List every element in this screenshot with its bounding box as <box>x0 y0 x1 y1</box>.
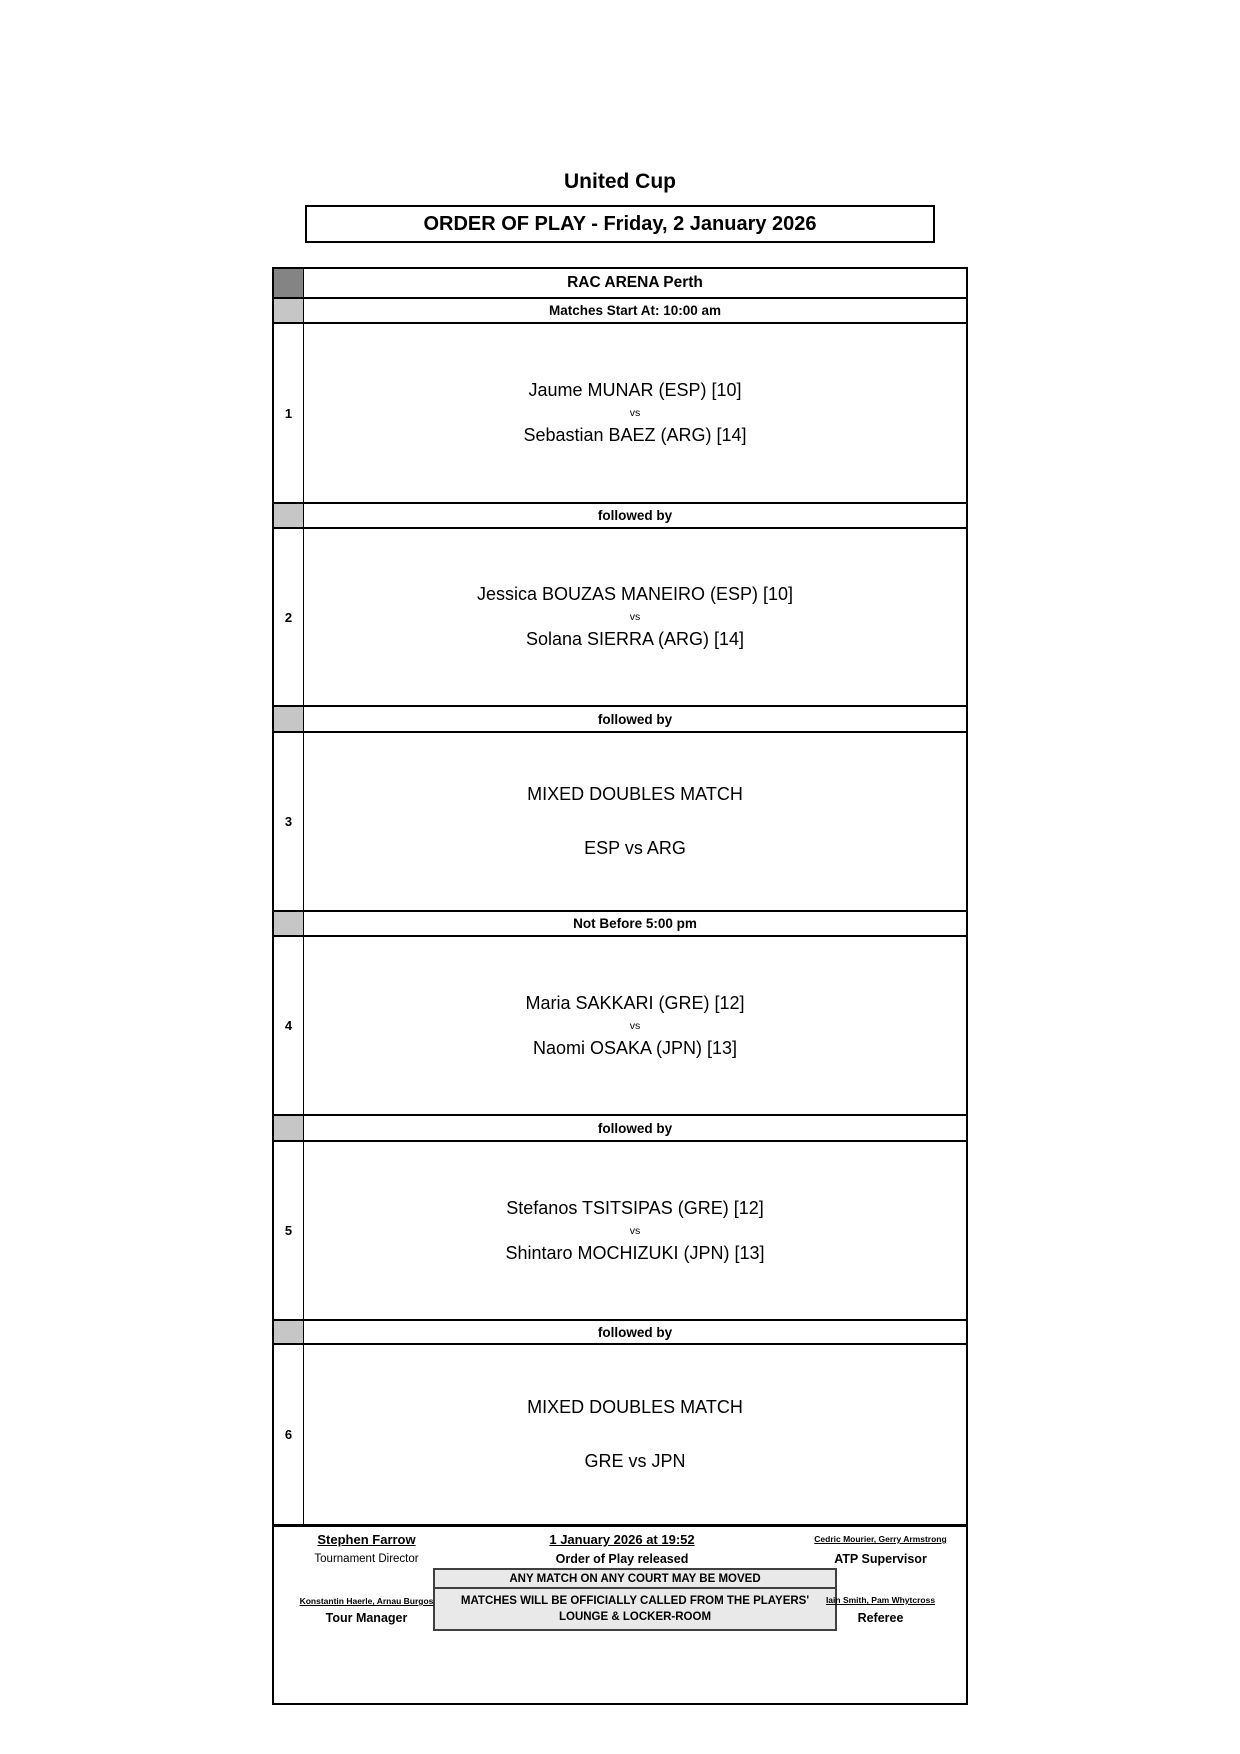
court-move-notice: ANY MATCH ON ANY COURT MAY BE MOVED <box>509 1572 761 1585</box>
separator-row-1 <box>274 502 966 529</box>
separator-label: followed by <box>597 1324 673 1340</box>
atp-supervisor-role: ATP Supervisor <box>834 1552 927 1566</box>
order-of-play-heading: ORDER OF PLAY - Friday, 2 January 2026 <box>423 212 817 235</box>
match-5-vs-label: vs <box>629 1224 641 1237</box>
match-5-player-1: Stefanos TSITSIPAS (GRE) [12] <box>506 1197 764 1218</box>
players-lounge-notice-box <box>433 1587 837 1631</box>
atp-supervisor-names: Cedric Mourier, Gerry Armstrong <box>814 1534 947 1544</box>
match-row-4 <box>274 937 966 1114</box>
match-row-6 <box>274 1345 966 1524</box>
match-1-number: 1 <box>274 324 304 502</box>
match-5-number: 5 <box>274 1142 304 1319</box>
match-row-1 <box>274 324 966 502</box>
separator-marker-cell <box>274 707 304 731</box>
not-before-label: Not Before 5:00 pm <box>573 916 697 931</box>
separator-row-3 <box>274 910 966 937</box>
separator-row-4 <box>274 1114 966 1142</box>
match-3-teams: ESP vs ARG <box>584 838 686 858</box>
schedule-table <box>272 267 968 1705</box>
match-6-teams: GRE vs JPN <box>584 1451 686 1471</box>
court-move-notice-box <box>433 1568 837 1589</box>
match-row-3 <box>274 733 966 910</box>
separator-marker-cell <box>274 912 304 935</box>
match-2-vs-label: vs <box>629 611 641 623</box>
start-time-row <box>274 299 966 324</box>
separator-row-2 <box>274 705 966 733</box>
players-lounge-notice-line-2: LOUNGE & LOCKER-ROOM <box>558 1611 712 1623</box>
separator-marker-cell <box>274 1116 304 1140</box>
match-5-player-2: Shintaro MOCHIZUKI (JPN) [13] <box>505 1242 765 1263</box>
referee-role: Referee <box>857 1611 904 1625</box>
separator-label: followed by <box>597 508 673 523</box>
order-of-play-heading-box <box>305 205 935 243</box>
separator-marker-cell <box>274 504 304 527</box>
match-4-vs-label: vs <box>629 1019 641 1032</box>
start-time-note: Matches Start At: 10:00 am <box>548 303 722 318</box>
tour-manager-role: Tour Manager <box>325 1611 408 1625</box>
start-time-marker-cell <box>274 299 304 322</box>
match-4-number: 4 <box>274 937 304 1114</box>
release-datetime: 1 January 2026 at 19:52 <box>549 1532 695 1547</box>
match-3-type: MIXED DOUBLES MATCH <box>527 784 743 804</box>
match-3-number: 3 <box>274 733 304 910</box>
separator-label: followed by <box>597 1120 673 1136</box>
match-2-player-1: Jessica BOUZAS MANEIRO (ESP) [10] <box>476 584 794 604</box>
match-row-2 <box>274 529 966 705</box>
arena-name: RAC ARENA Perth <box>567 274 703 291</box>
match-1-player-1: Jaume MUNAR (ESP) [10] <box>528 380 742 400</box>
arena-header-row <box>274 269 966 299</box>
officials-footer <box>274 1524 966 1703</box>
separator-marker-cell <box>274 1321 304 1343</box>
match-1-player-2: Sebastian BAEZ (ARG) [14] <box>523 425 747 445</box>
match-row-5 <box>274 1142 966 1319</box>
referee-names: Iain Smith, Pam Whytcross <box>825 1595 936 1605</box>
release-label: Order of Play released <box>555 1552 689 1566</box>
separator-label: followed by <box>597 711 673 727</box>
match-2-player-2: Solana SIERRA (ARG) [14] <box>525 629 745 649</box>
arena-marker-cell <box>274 269 304 297</box>
separator-row-5 <box>274 1319 966 1345</box>
match-6-number: 6 <box>274 1345 304 1524</box>
match-4-player-2: Naomi OSAKA (JPN) [13] <box>532 1037 738 1058</box>
tour-manager-names: Konstantin Haerle, Arnau Burgos <box>299 1596 434 1606</box>
tournament-director-role: Tournament Director <box>314 1553 419 1565</box>
match-6-type: MIXED DOUBLES MATCH <box>527 1397 743 1417</box>
page-title: United Cup <box>564 170 676 193</box>
players-lounge-notice-line-1: MATCHES WILL BE OFFICIALLY CALLED FROM THE PLAYERS' <box>460 1595 810 1607</box>
match-4-player-1: Maria SAKKARI (GRE) [12] <box>525 992 745 1013</box>
match-1-vs-label: vs <box>629 407 641 419</box>
match-2-number: 2 <box>274 529 304 705</box>
tournament-director-name: Stephen Farrow <box>317 1532 416 1547</box>
